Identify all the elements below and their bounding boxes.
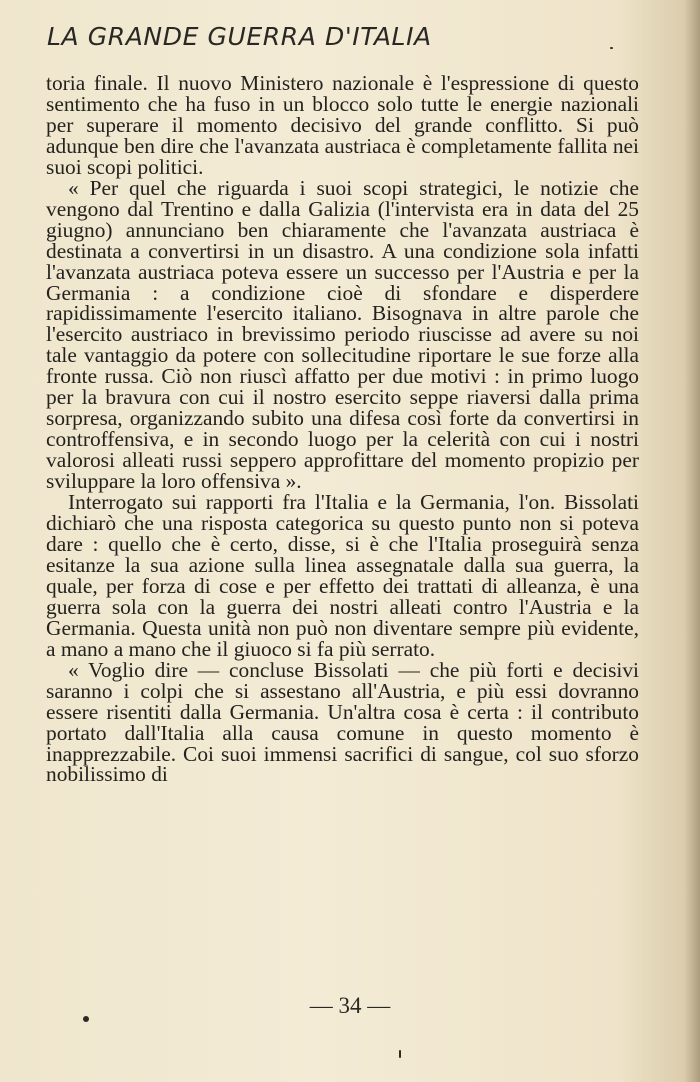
body-text [46,73,639,785]
paragraph-continuation: toria finale. Il nuovo Ministero nazionale è l'espressione di questo sentimento che ha fuso in un blocco solo tutte le energie nazionali per superare il momento decisivo del grande conflitto. Si può adunque ben dire che l'avanzata austriaca è completamente fallita nei suoi scopi politici. [46,71,639,179]
ink-speck [610,47,613,49]
paragraph-italy-germany: Interrogato sui rapporti fra l'Italia e la Germania, l'on. Bissolati dichiarò che una risposta categorica su questo punto non si poteva dare : quello che è certo, disse, si è che l'Italia proseguirà senza esitanze la sua azione sulla linea assegnatale dalla sua guerra, la quale, per forza di cose e per effetto dei trattati di alleanza, è una guerra sola con la guerra dei nostri alleati contro l'Austria e la Germania. Questa unità non può non diventare sempre più evidente, a mano a mano che il giuoco si fa più serrato. [46,490,639,661]
page-edge-shadow [684,0,700,1082]
paragraph-bissolati-conclusion: « Voglio dire — concluse Bissolati — che più forti e decisivi saranno i colpi che si assestano all'Austria, e più essi dovranno essere risentiti dalla Germania. Un'altra cosa è certa : il contributo portato dall'Italia alla causa comune in questo momento è inapprezzabile. Coi suoi immensi sacrifici di sangue, col suo sforzo nobilissimo di [46,657,639,787]
running-title: LA GRANDE GUERRA D'ITALIA [47,22,432,51]
ink-speck [399,1050,401,1058]
paragraph-strategic-aims: « Per quel che riguarda i suoi scopi strategici, le notizie che vengono dal Trentino e dalla Galizia (l'intervista era in data del 25 giugno) annunciano ben chiaramente che l'avanzata austriaca è destinata a convertirsi in un disastro. A una condizione sola infatti l'avanzata austriaca poteva essere un successo per l'Austria e per la Germania : a condizione cioè di sfondare e disperdere rapidissimamente l'esercito italiano. Bisognava in altre parole che l'esercito austriaco in brevissimo periodo riuscisse ad avere su noi tale vantaggio da potere con sollecitudine riportare le sue forze alla fronte russa. Ciò non riuscì affatto per due motivi : in primo luogo per la bravura con cui il nostro esercito seppe riaversi dalla prima sorpresa, organizzando subito una difesa così forte da convertirsi in controffensiva, e in secondo luogo per la celerità con cui i nostri valorosi alleati russi seppero approfittare del momento propizio per sviluppare la loro offensiva ». [46,175,639,494]
page-number: — 34 — [309,993,391,1018]
ink-speck [83,1016,89,1022]
